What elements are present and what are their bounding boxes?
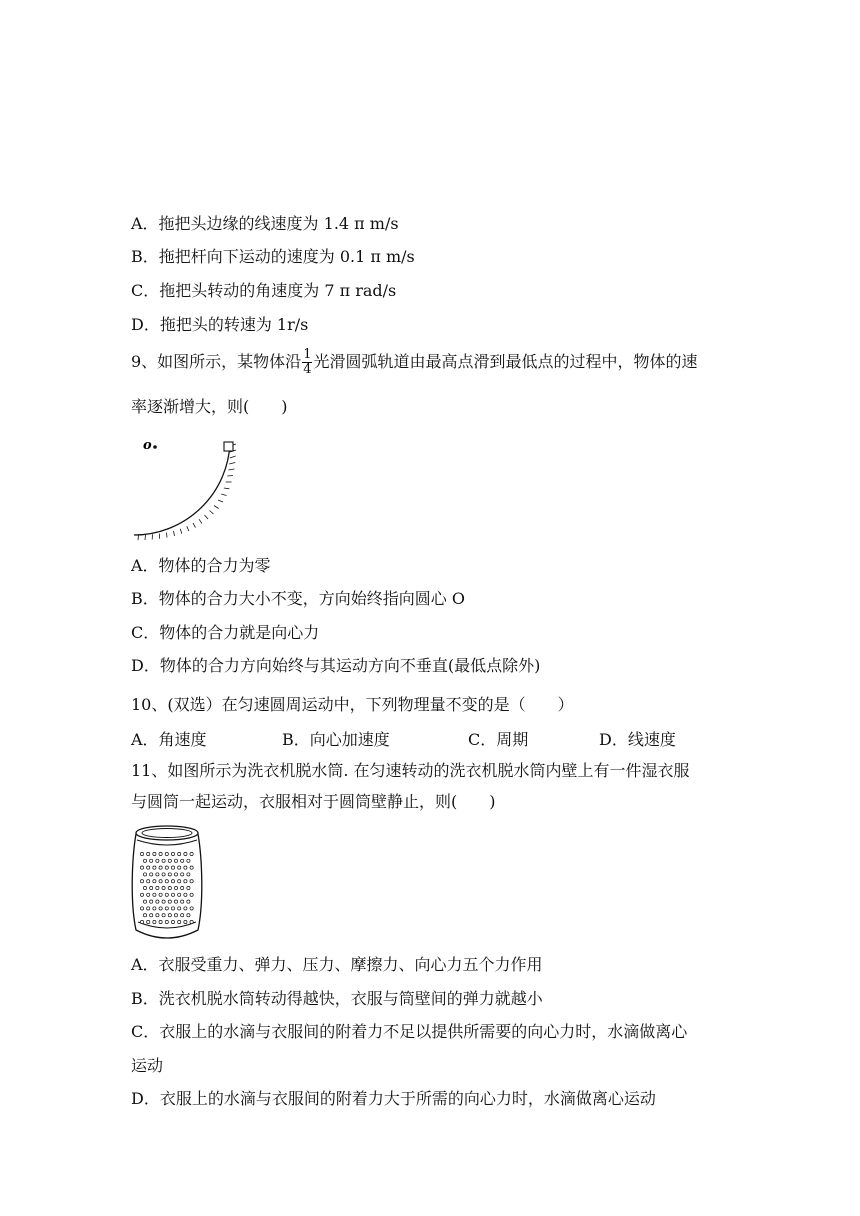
- q9-option-b: B．物体的合力大小不变，方向始终指向圆心 O: [131, 589, 465, 608]
- drum-hole: [190, 866, 193, 869]
- drum-hole: [184, 866, 187, 869]
- drum-hole: [162, 873, 165, 876]
- drum-hole: [143, 900, 146, 903]
- drum-hole: [178, 893, 181, 896]
- drum-hole: [162, 914, 165, 917]
- drum-hole: [165, 920, 168, 923]
- drum-hole: [184, 920, 187, 923]
- drum-hole: [184, 893, 187, 896]
- q9-fraction-numerator: 1: [303, 347, 312, 362]
- q10-options-row: [131, 730, 676, 750]
- q9-option-a: A．物体的合力为零: [131, 556, 271, 575]
- drum-hole: [181, 873, 184, 876]
- drum-hole: [187, 886, 190, 889]
- drum-hole: [171, 866, 174, 869]
- drum-hole: [143, 886, 146, 889]
- drum-hole: [159, 852, 162, 855]
- drum-hole: [187, 873, 190, 876]
- q11-option-c-line2: 运动: [131, 1056, 164, 1075]
- q9-fraction-denominator: 4: [303, 362, 312, 377]
- drum-hole: [153, 907, 156, 910]
- q9-arc-track-figure: [130, 434, 250, 542]
- drum-hole: [181, 886, 184, 889]
- drum-hole: [156, 873, 159, 876]
- q8-option-a: A．拖把头边缘的线速度为 1.4 π m/s: [131, 214, 399, 233]
- drum-hole: [174, 914, 177, 917]
- drum-hole: [168, 914, 171, 917]
- drum-hole: [190, 893, 193, 896]
- q9-stem-line1: [131, 348, 697, 377]
- drum-hole: [162, 859, 165, 862]
- drum-hole: [168, 900, 171, 903]
- drum-hole: [156, 900, 159, 903]
- drum-hole: [147, 893, 150, 896]
- drum-hole: [165, 852, 168, 855]
- drum-hole: [165, 893, 168, 896]
- drum-hole: [140, 907, 143, 910]
- drum-hole: [171, 893, 174, 896]
- q9-arc: [134, 443, 230, 535]
- q9-stem-after: 光滑圆弧轨道由最高点滑到最低点的过程中，物体的速: [313, 352, 698, 371]
- drum-hole: [174, 886, 177, 889]
- drum-hole: [187, 914, 190, 917]
- drum-hole: [190, 920, 193, 923]
- drum-hole: [150, 900, 153, 903]
- q9-center-label: o: [143, 438, 152, 453]
- q8-option-b: B．拖把杆向下运动的速度为 0.1 π m/s: [131, 247, 415, 266]
- q9-center-dot: [153, 445, 157, 449]
- drum-hole: [187, 859, 190, 862]
- drum-hole: [153, 880, 156, 883]
- drum-hole: [147, 852, 150, 855]
- drum-hole: [184, 907, 187, 910]
- q10-option-a: A．角速度: [131, 730, 207, 749]
- drum-hole: [184, 852, 187, 855]
- drum-hole: [174, 873, 177, 876]
- q11-stem-line1: 11、如图所示为洗衣机脱水筒. 在匀速转动的洗衣机脱水筒内壁上有一件湿衣服: [131, 761, 690, 780]
- drum-hole: [159, 907, 162, 910]
- drum-hole: [159, 866, 162, 869]
- drum-hole: [162, 886, 165, 889]
- q9-stem-before: 9、如图所示，某物体沿: [131, 352, 302, 371]
- q10-option-b: B．向心加速度: [282, 730, 390, 749]
- q9-hatching: [138, 444, 236, 540]
- q9-option-d: D．物体的合力方向始终与其运动方向不垂直(最低点除外): [131, 656, 541, 675]
- q11-option-d: D．衣服上的水滴与衣服间的附着力大于所需的向心力时，水滴做离心运动: [131, 1089, 656, 1108]
- drum-hole: [143, 914, 146, 917]
- drum-hole: [168, 859, 171, 862]
- drum-hole: [178, 852, 181, 855]
- q11-drum-figure: [129, 822, 205, 944]
- q11-option-c-line1: C．衣服上的水滴与衣服间的附着力不足以提供所需要的向心力时，水滴做离心: [131, 1022, 688, 1041]
- drum-hole: [181, 900, 184, 903]
- drum-hole: [143, 859, 146, 862]
- drum-hole: [168, 886, 171, 889]
- q11-option-b: B．洗衣机脱水筒转动得越快，衣服与筒壁间的弹力就越小: [131, 989, 543, 1008]
- drum-hole: [150, 886, 153, 889]
- drum-hole: [153, 893, 156, 896]
- drum-hole: [150, 859, 153, 862]
- q9-stem-line2: 率逐渐增大，则( ): [131, 397, 288, 416]
- drum-hole: [181, 859, 184, 862]
- drum-hole: [174, 859, 177, 862]
- drum-hole: [156, 886, 159, 889]
- drum-hole: [178, 880, 181, 883]
- drum-hole: [156, 859, 159, 862]
- drum-hole: [190, 907, 193, 910]
- drum-hole: [171, 907, 174, 910]
- drum-hole: [187, 900, 190, 903]
- drum-hole: [165, 866, 168, 869]
- drum-hole: [150, 914, 153, 917]
- drum-hole: [159, 880, 162, 883]
- q11-drum-rim-inner: [142, 829, 192, 838]
- drum-hole: [147, 866, 150, 869]
- drum-hole: [184, 880, 187, 883]
- drum-hole: [178, 866, 181, 869]
- drum-hole: [181, 914, 184, 917]
- drum-hole: [150, 873, 153, 876]
- drum-hole: [168, 873, 171, 876]
- drum-hole: [153, 852, 156, 855]
- drum-hole: [165, 880, 168, 883]
- drum-hole: [153, 920, 156, 923]
- q10-option-c: C．周期: [468, 730, 529, 749]
- q10-stem: 10、(双选）在匀速圆周运动中，下列物理量不变的是（ ）: [131, 695, 574, 714]
- drum-hole: [171, 852, 174, 855]
- q8-option-d: D．拖把头的转速为 1r/s: [131, 315, 309, 334]
- drum-hole: [162, 900, 165, 903]
- drum-hole: [156, 914, 159, 917]
- drum-hole: [171, 880, 174, 883]
- drum-hole: [178, 920, 181, 923]
- drum-hole: [147, 920, 150, 923]
- drum-hole: [140, 893, 143, 896]
- q9-block: [224, 442, 233, 451]
- drum-hole: [171, 920, 174, 923]
- drum-hole: [159, 893, 162, 896]
- drum-hole: [159, 920, 162, 923]
- drum-hole: [147, 880, 150, 883]
- q10-option-d: D．线速度: [599, 730, 676, 749]
- drum-hole: [190, 852, 193, 855]
- drum-hole: [174, 900, 177, 903]
- drum-hole: [165, 907, 168, 910]
- drum-hole: [140, 920, 143, 923]
- q9-fraction: [302, 348, 312, 377]
- q9-option-c: C．物体的合力就是向心力: [131, 623, 320, 642]
- drum-hole: [153, 866, 156, 869]
- drum-hole: [140, 852, 143, 855]
- drum-hole: [140, 880, 143, 883]
- q8-option-c: C．拖把头转动的角速度为 7 π rad/s: [131, 281, 397, 300]
- drum-hole: [178, 907, 181, 910]
- drum-hole: [140, 866, 143, 869]
- drum-hole: [147, 907, 150, 910]
- q11-stem-line2: 与圆筒一起运动，衣服相对于圆筒壁静止，则( ): [131, 792, 496, 811]
- drum-hole: [143, 873, 146, 876]
- drum-hole: [190, 880, 193, 883]
- q11-option-a: A．衣服受重力、弹力、压力、摩擦力、向心力五个力作用: [131, 955, 543, 974]
